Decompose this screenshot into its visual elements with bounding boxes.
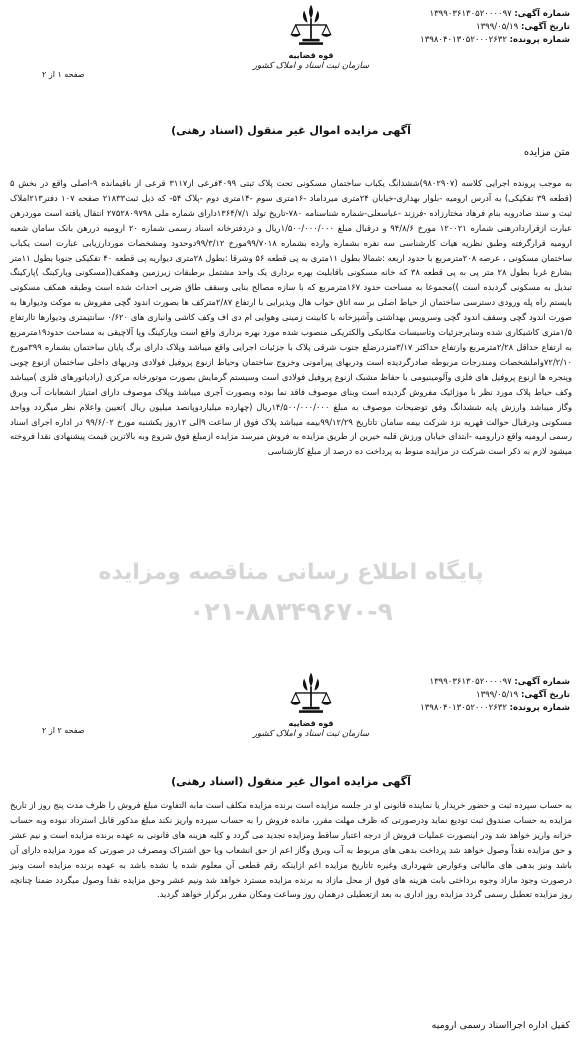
organization-label: سازمان ثبت اسناد و املاک کشور	[252, 61, 370, 71]
ad-number: ۱۳۹۹۰۳۶۱۳۰۵۲۰۰۰۰۹۷	[429, 9, 512, 19]
header-block-2	[0, 668, 582, 752]
ad-date-label: تاریخ آگهی:	[520, 22, 570, 32]
ad-date: ۱۳۹۹/۰۵/۱۹	[476, 22, 519, 32]
page-title-2: آگهی مزایده اموال غیر منقول (اسناد رهنی)	[171, 775, 411, 788]
page-title-1: آگهی مزایده اموال غیر منقول (اسناد رهنی)	[171, 124, 411, 137]
ad-number: ۱۳۹۹۰۳۶۱۳۰۵۲۰۰۰۰۹۷	[429, 677, 512, 687]
section-subheading: متن مزایده	[523, 147, 570, 158]
ad-date-label: تاریخ آگهی:	[520, 690, 570, 700]
case-number: ۱۳۹۸۰۴۰۱۳۰۵۲۰۰۰۲۶۳۲	[420, 35, 507, 45]
watermark-line-1: پایگاه اطلاع رسانی مناقصه ومزایده	[98, 560, 484, 585]
ad-number-label: شماره آگهی:	[514, 9, 570, 19]
case-number-label: شماره پرونده:	[509, 35, 570, 45]
case-number: ۱۳۹۸۰۴۰۱۳۰۵۲۰۰۰۲۶۳۲	[420, 703, 507, 713]
auction-body-1: به موجب پرونده اجرایی کلاسه (۹۸۰۲۹۰۷)ششدانگ یکباب ساختمان مسکونی تحت پلاک ثبتی ۴۰۹۹فرعی از۳۱۱۷ قرعی از باقیمانده ۹-اصلی واقع در بخش ۵ (قطعه ۳۹ تفکیکی) به آدرس ارومیه -بلوار بهداری-خیابان ۲۴متری میرداماد -۱۶متری سوم -۱۴متری دوم -پلاک ۵۴- که ذیل ثبت۲۱۸۳۳ صفحه ۱۰۷ دفتر۲۱۳املاک ثبت و سند صادروبه بنام فرهاد مختارزاده -فرزند -عباسعلی-شماره شناسنامه ۷۸۰-تاریخ تولد ۱۳۶۴/۷/۱دارای شماره ملی ۲۷۵۲۸۰۹۷۹۸ انتقال یافته است موردرهن عبارت ازقراردادرهنی شماره ۱۲۰۰۲۱ مورخ ۹۴/۸/۶ و درقبال مبلغ ۱/۵۰۰/۰۰۰/۰۰۰ریال و دردفترخانه اسناد رسمی شماره ۲۰ ارومیه دررهن بانک سامان شعبه ارومیه قرارگرفته وطبق نظریه هیات کارشناسی سه نفره بشماره وارده بشماره ۹۹/۷۰۱۸مورخ ۹۹/۳/۱۲دوحدود ومشخصات موردارزیابی عبارت است یکباب ساختمان مسکونی ، عرصه ۲۰۸مترمربع با حدود اربعه :شمالا بطول ۱۱متری به پی قطعه ۵۶ وشرقا :بطول ۲۸متری دیواریه پی قطعه ۴۰ تفکیکی جنوبا بطول ۱۱متر بشارع غربا بطول ۲۸ متر پی به پی قطعه ۳۸ که خانه مسکونی باقابلیت بهره برداری یک واحد مشتمل برطبقات زیرزمین وهمکف((مسکونی وپارکینگ )پارکینگ تبدیل به مسکونی گردیده است ))مجموعا به مساحت حدود ۱۶۷مترمربع که با سازه مصالح بنایی وسقف طاق ضربی احداث شده است وطبقه همکف مسکونی بایستم راه پله ورودی دسترسی ساختمان از حیاط اصلی بر سه اتاق خواب هال وپذیرایی با ارتفاع ۲/۸۷مترکف ها بصورت اندود گچی مفروش به موکت ودیوارها به صورت اندود گچی وسقف اندود گچی وسرویس بهداشتی وآشپزخانه با کابینت زمینی وهوایی ام دی اف وکف کاشی وانباری های ۰/۶۲۰ سانتیمتری ودیوارها تاارتفاع ۱/۵متری کاشیکاری شده وسایرجزئیات وتاسیسات مکانیکی والکتریکی منصوب شده مورد بهره برداری واقع است وپارکینگ وپا آلاچیقی به مساحت حدود۱۹مترمربع به ارتفاع حداقل ۲/۲۸مترمربع وارتفاع حداکثر ۳/۱۷متردرضلع جنوب شرقی پلاک با جزئیات اجرایی واقع میباشد وپلاک دارای برگ پایان ساختمان بشماره ۳۹۹مورخ ۷۲/۲/۱۰واملشخصات ومندرجات مربوطه صادرگردیده است ودربهای پیرامونی وخروج ساختمان وحیاط ازنوع پروفیل فولادی ودربهای داخلی ساختمان ازنوع چوبی وپنجره ها ازنوع پروفیل های فلزی وآلومینیومی با حفاظ مشبک ازنوع پروفیل فولادی است وسیستم گرمایش بصورت موتورخانه مرکزی (رادیاتورهای فلزی )میباشد وکف حیاط پلاک مورد نظر با موزائیک مفروش گردیده است وبنای موصوف فاقد نما بوده وبصورت آجری میباشد وپلاک موصوف دارای امتیاز انشعابات آب وبرق وگاز میباشد وارزش پایه ششدانگ وفق توضیحات موصوف به مبلغ ۱۴/۵۰۰/۰۰۰/۰۰۰ریال (چهارده میلیاردوپانصد میلیون ریال )تعیین واعلام نظر میگردد وواحد مسکونی ودرقبال حوالت قهریه نزد شرکت بیمه سامان تاتاریخ ۹۹/۱۲/۲۹بیمه میباشد پلاک فوق از ساعت ۹الی ۱۲روز یکشنبه مورخ ۹۹/۶/۰۲ در اداره اجرای اسناد رسمی ارومیه واقع درارومیه -ابتدای خیابان ورزش قلبه خیرین از طریق مزایده به فروش میرسد مزایده ازمبلغ فوق شروع وبه بالاترین قیمت پیشنهادی نقدا فروخته میشود لازم به ذکر است شرکت در مزایده منوط به پرداخت ده درصد از مبلغ کارشناسی	[10, 178, 573, 457]
auction-body-2: به حساب سپرده ثبت و حضور خریدار یا نماینده قانونی او در جلسه مزایده است برنده مزایده مکلف است مابه التفاوت مبلغ فروش را ظرف مدت پنج روز از تاریخ مزایده به حساب صندوق ثبت تودیع نماید ودرصورتی که ظرف مهلت مقرر، مانده فروش را به حساب سپرده واریز نکند مبلغ مذکور قابل استرداد نبوده وبه حساب خزانه واریز خواهد شد ودر اینصورت عملیات فروش از درجه اعتبار ساقط ومزایده تجدید می گردد و کلیه هزینه های قانونی به عهده برنده مزایده است و نیم عشر و حق مزایده نقداً وصول خواهد شد پرداخت بدهی های مربوط به آب وبرق وگاز اعم از حق انشعاب ویا حق اشتراک ومصرف در صورتی که مورد مزایده دارای آن باشد ونیز بدهی های مالیاتی وعوارض شهرداری وغیره تاتاریخ مزایده اعم ازاینکه رقم قطعی آن معلوم شده یا نشده باشد به عهده برنده مزایده است ونیز درصورت وجود مازاد وجوه برداختی بابت هزینه های فوق از محل مازاد به برنده مزایده مسترد خواهد شد ونیم عشر وحق مزایده نقدا وصول میگردد ضمنا چنانچه روز مزایده تعطیل رسمی گردد مزایده روز اداری به بعد ازتعطیلی درهمان روز وساعت ومکان مقرر برگزار خواهد گردید.	[10, 800, 572, 900]
ad-number-label: شماره آگهی:	[514, 677, 570, 687]
judiciary-label: قوه قضاییه	[288, 719, 334, 728]
judiciary-logo-2	[236, 670, 386, 750]
signature-line: کفیل اداره اجرااسناد رسمی ارومیه	[431, 1020, 570, 1031]
page-number-1: صفحه ۱ از ۲	[42, 70, 85, 79]
judiciary-logo	[236, 2, 386, 82]
header-block-1	[0, 0, 582, 84]
watermark-line-2: ۰۲۱-۸۸۳۴۹۶۷۰-۹	[189, 597, 393, 626]
judiciary-emblem-icon	[285, 2, 337, 50]
case-number-label: شماره پرونده:	[509, 703, 570, 713]
judiciary-label: قوه قضاییه	[288, 51, 334, 60]
header-info	[370, 8, 570, 47]
ad-date: ۱۳۹۹/۰۵/۱۹	[476, 690, 519, 700]
header-info-2	[370, 676, 570, 715]
page-number-2: صفحه ۲ از ۲	[42, 726, 85, 735]
judiciary-emblem-icon	[285, 670, 337, 718]
organization-label: سازمان ثبت اسناد و املاک کشور	[252, 729, 370, 739]
